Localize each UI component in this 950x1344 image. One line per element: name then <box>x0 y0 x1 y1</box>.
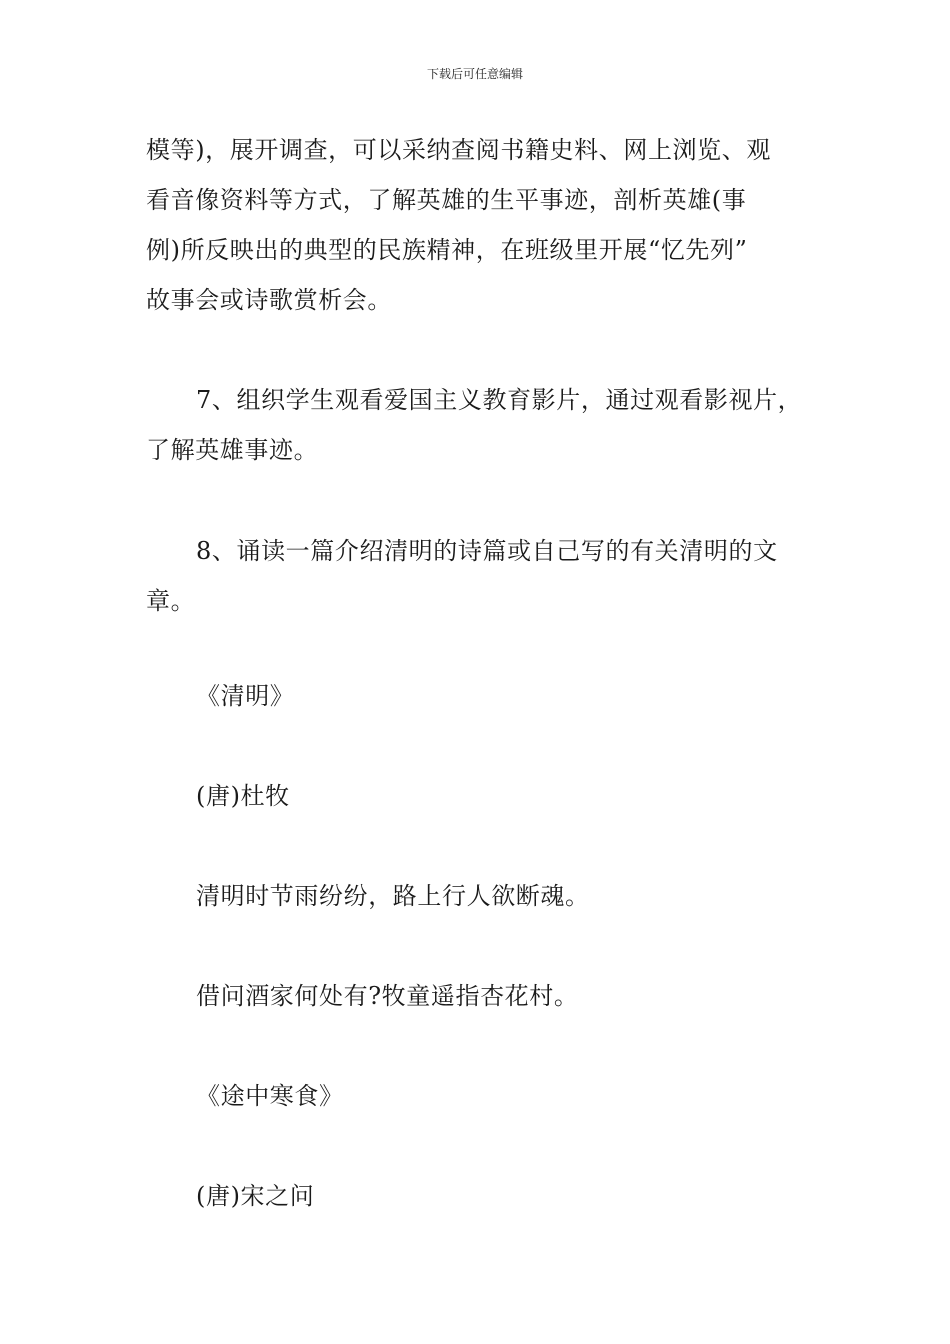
list-item-8-line: 章。 <box>146 587 196 615</box>
poem-author: (唐)宋之问 <box>196 1182 315 1210</box>
poem-line: 借问酒家何处有?牧童遥指杏花村。 <box>196 982 579 1010</box>
poem-line: 清明时节雨纷纷，路上行人欲断魂。 <box>196 882 590 910</box>
poem-title: 《清明》 <box>196 682 295 710</box>
poem-author: (唐)杜牧 <box>196 782 290 810</box>
paragraph-line: 故事会或诗歌赏析会。 <box>146 286 392 314</box>
list-item-7-line: 7、组织学生观看爱国主义教育影片，通过观看影视片， <box>196 386 803 414</box>
paragraph-line: 模等)，展开调查，可以采纳查阅书籍史料、网上浏览、观 <box>146 136 771 164</box>
list-item-8-line: 8、诵读一篇介绍清明的诗篇或自己写的有关清明的文 <box>196 537 778 565</box>
paragraph-line: 看音像资料等方式，了解英雄的生平事迹，剖析英雄(事 <box>146 186 747 214</box>
poem-title: 《途中寒食》 <box>196 1082 344 1110</box>
paragraph-line: 例)所反映出的典型的民族精神，在班级里开展“忆先列” <box>146 236 748 264</box>
page-header-note: 下载后可任意编辑 <box>426 67 523 81</box>
list-item-7-line: 了解英雄事迹。 <box>146 436 319 464</box>
